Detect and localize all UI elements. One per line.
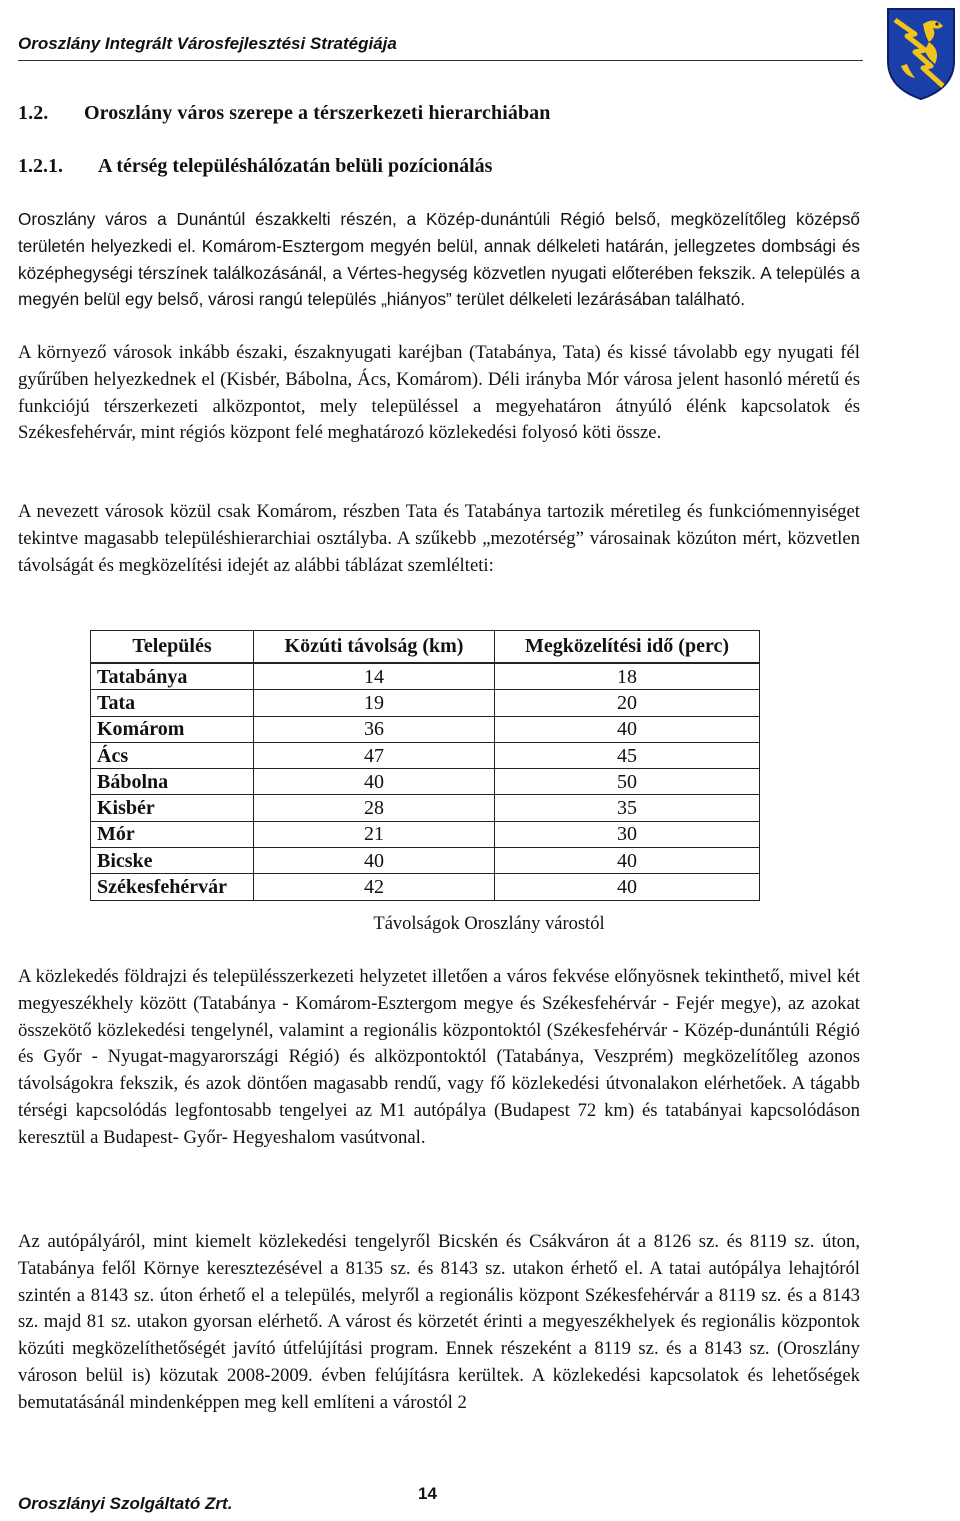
table-cell-town: Tatabánya bbox=[91, 663, 254, 690]
table-row bbox=[91, 821, 760, 847]
table-cell-town: Komárom bbox=[91, 716, 254, 742]
coat-of-arms-icon bbox=[885, 6, 957, 102]
table-cell-town: Mór bbox=[91, 821, 254, 847]
table-cell-time: 18 bbox=[495, 663, 760, 690]
table-caption: Távolságok Oroszlány várostól bbox=[373, 914, 605, 934]
table-cell-time: 20 bbox=[495, 690, 760, 716]
footer-company: Oroszlányi Szolgáltató Zrt. bbox=[18, 1494, 233, 1513]
table-cell-time: 50 bbox=[495, 769, 760, 795]
table-cell-time: 40 bbox=[495, 716, 760, 742]
table-cell-distance: 14 bbox=[254, 663, 495, 690]
table-cell-town: Bábolna bbox=[91, 769, 254, 795]
section-heading bbox=[18, 102, 551, 125]
table-cell-distance: 42 bbox=[254, 874, 495, 900]
page-number: 14 bbox=[418, 1484, 437, 1503]
table-cell-distance: 40 bbox=[254, 769, 495, 795]
header-title: Oroszlány Integrált Városfejlesztési Stratégiája bbox=[18, 34, 397, 53]
section-title: Oroszlány város szerepe a térszerkezeti hierarchiában bbox=[84, 102, 551, 124]
header-rule bbox=[18, 60, 863, 61]
column-header: Közúti távolság (km) bbox=[254, 631, 495, 664]
paragraph-transport-position: A közlekedés földrajzi és településszerkezeti helyzetet illetően a város fekvése előnyösnek tekinthető, mivel két megyeszékhely között (Tatabánya - Komárom-Esztergom megye és Székesfehérvár - Fejér megye), az azokat összekötő közlekedési tengelynél, valamint a regionális központoktól (Székesfehérvár - Közép-dunántúli Régió és Győr - Nyugat-magyarországi Régió) és alközpontoktól (Tatabánya, Veszprém) megközelítőleg azonos távolságokra fekszik, és azok döntően magasabb rendű, vagy fő közlekedési útvonalakon elérhetőek. A tágabb térségi kapcsolódás legfontosabb tengelyei az M1 autópálya (Budapest 72 km) és tatabányai kapcsolódáson keresztül a Budapest- Győr- Hegyeshalom vasútvonal. bbox=[18, 966, 860, 1148]
section-number: 1.2. bbox=[18, 102, 49, 124]
table-cell-distance: 47 bbox=[254, 742, 495, 768]
table-cell-distance: 21 bbox=[254, 821, 495, 847]
table-row bbox=[91, 690, 760, 716]
column-header: Település bbox=[91, 631, 254, 664]
table-cell-time: 30 bbox=[495, 821, 760, 847]
table-cell-distance: 36 bbox=[254, 716, 495, 742]
table-row bbox=[91, 663, 760, 690]
table-cell-time: 35 bbox=[495, 795, 760, 821]
table-cell-distance: 19 bbox=[254, 690, 495, 716]
table-cell-town: Tata bbox=[91, 690, 254, 716]
table-cell-town: Bicske bbox=[91, 848, 254, 874]
table-cell-time: 40 bbox=[495, 848, 760, 874]
paragraph-neighbour-towns: A környező városok inkább északi, északnyugati karéjban (Tatabánya, Tata) és kissé távolabb egy nyugati fél gyűrűben helyezkednek el (Kisbér, Bábolna, Ács, Komárom). Déli irányba Mór városa jelent hasonló méretű és funkciójú térszerkezeti alközpontot, mely településsel a megyehatáron átnyúló élénk kapcsolatok és Székesfehérvár, mint régiós központ felé meghatározó közlekedési folyosó köti össze. bbox=[18, 342, 860, 444]
table-cell-town: Kisbér bbox=[91, 795, 254, 821]
table-row bbox=[91, 874, 760, 900]
distance-table bbox=[90, 630, 760, 901]
table-row bbox=[91, 848, 760, 874]
table-cell-time: 45 bbox=[495, 742, 760, 768]
table-row bbox=[91, 795, 760, 821]
table-cell-distance: 28 bbox=[254, 795, 495, 821]
table-cell-town: Székesfehérvár bbox=[91, 874, 254, 900]
table-row bbox=[91, 742, 760, 768]
column-header: Megközelítési idő (perc) bbox=[495, 631, 760, 664]
paragraph-location: Oroszlány város a Dunántúl északkelti részén, a Közép-dunántúli Régió belső, megközelítőleg középső területén helyezkedi el. Komárom-Esztergom megyén belül, annak délkeleti határán, jellegzetes dombsági és középhegységi térszínek találkozásánál, a Vértes-hegység közvetlen nyugati előterében fekszik. A település a megyén belül egy belső, városi rangú település „hiányos” terület délkeleti lezárásában található. bbox=[18, 209, 860, 310]
table-cell-town: Ács bbox=[91, 742, 254, 768]
table-cell-time: 40 bbox=[495, 874, 760, 900]
table-header-row bbox=[91, 631, 760, 664]
table-cell-distance: 40 bbox=[254, 848, 495, 874]
paragraph-town-hierarchy: A nevezett városok közül csak Komárom, részben Tata és Tatabánya tartozik méretileg és funkciómennyiséget tekintve magasabb településhierarchiai osztályba. A szűkebb „mezotérség” városainak közúton mért, közvetlen távolságát és megközelítési idejét az alábbi táblázat szemlélteti: bbox=[18, 501, 860, 576]
table-row bbox=[91, 769, 760, 795]
subsection-number: 1.2.1. bbox=[18, 155, 63, 177]
paragraph-road-access: Az autópályáról, mint kiemelt közlekedési tengelyről Bicskén és Csákváron át a 8126 sz. és 8119 sz. úton, Tatabánya felől Környe keresztezésével a 8135 sz. és 8143 sz. utakon érhető el. A tatai autópálya lehajtóról szintén a 8143 sz. úton érhető el a település, melyről a regionális központ Székesfehérvár a 8119 sz. és a 8143 sz. majd 81 sz. utakon gyorsan elérhető. A várost és körzetét érinti a megyeszékhelyek és regionális központok közúti megközelíthetőségét javító útfelújítási program. Ennek részeként a 8119 sz. és a 8143 sz. (Oroszlány városon belül is) közutak 2008-2009. évben felújításra kerültek. A közlekedési kapcsolatok és lehetőségek bemutatásánál mindenképpen meg kell említeni a várostól 2 bbox=[18, 1231, 860, 1413]
subsection-title: A térség településhálózatán belüli pozícionálás bbox=[98, 155, 493, 177]
table-row bbox=[91, 716, 760, 742]
subsection-heading bbox=[18, 155, 492, 178]
